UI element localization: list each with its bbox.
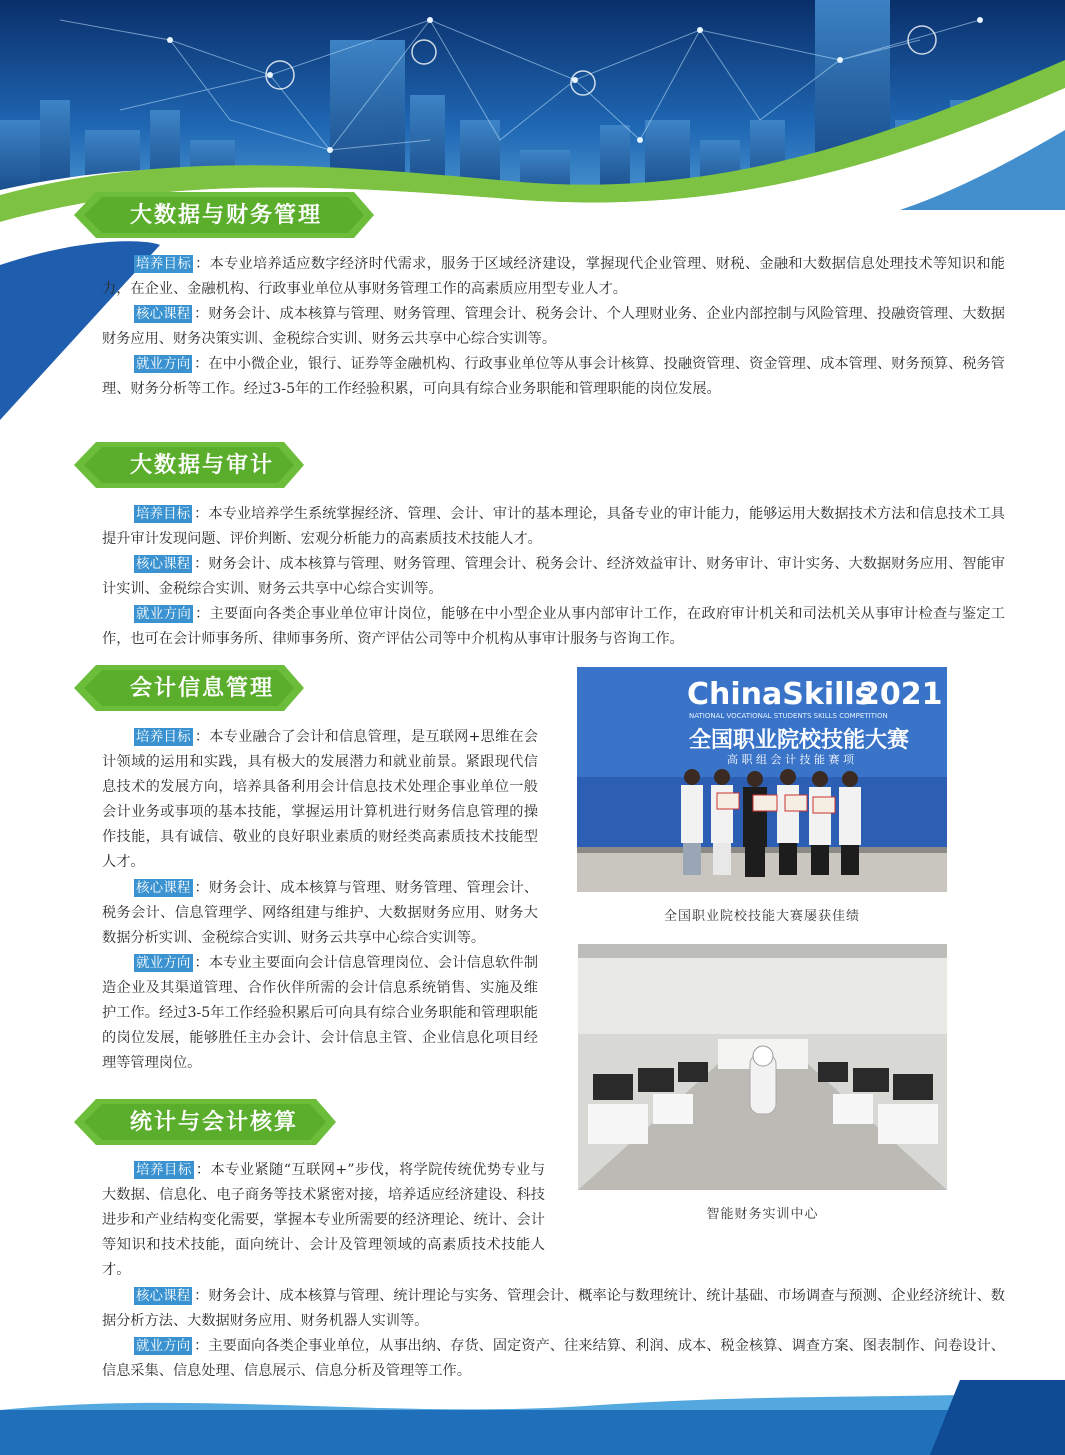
section-courses [102,1284,1005,1334]
section-jobs [102,602,1005,652]
section-jobs [102,951,538,1076]
goal-text: ：本专业紧随“互联网+”步伐，将学院传统优势专业与大数据、信息化、电子商务等技术紧密对接，培养适应经济建设、科技进步和产业结构变化需要，掌握本专业所需要的经济理论、统计、会计等知识和技术技能，面向统计、会计及管理领域的高素质技术技能人才。 [102,1162,546,1278]
section-jobs [102,1334,1005,1384]
goal-text: ：本专业培养学生系统掌握经济、管理、会计、审计的基本理论，具备专业的审计能力，能够运用大数据技术方法和信息技术工具提升审计发现问题、评价判断、宏观分析能力的高素质技术技能人才。 [102,506,1005,547]
job-text: ：在中小微企业，银行、证券等金融机构、行政事业单位等从事会计核算、投融资管理、资金管理、成本管理、财务预算、税务管理、财务分析等工作。经过3-5年的工作经验积累，可向具有综合业务职能和管理职能的岗位发展。 [102,356,1005,397]
goal-text: ：本专业融合了会计和信息管理，是互联网+思维在会计领域的运用和实践，具有极大的发展潜力和就业前景。紧跟现代信息技术的发展方向，培养具备利用会计信息技术处理企事业单位一般会计业务或事项的基本技能，掌握运用计算机进行财务信息管理的操作技能，具有诚信、敬业的良好职业素质的财经类高素质技术技能型人才。 [102,729,538,870]
section-courses [102,302,1005,352]
training-center-photo-image [578,944,947,1190]
section-goal [102,502,1005,552]
course-label-tag: 核心课程 [136,306,191,322]
job-text: ：主要面向各类企事业单位，从事出纳、存货、固定资产、往来结算、利润、成本、税金核算、调查方案、图表制作、问卷设计、信息采集、信息处理、信息展示、信息分析及管理等工作。 [102,1338,1005,1379]
photo-group-cn: 高 职 组 会 计 技 能 赛 项 [727,753,854,766]
goal-text: ：本专业培养适应数字经济时代需求，服务于区域经济建设，掌握现代企业管理、财税、金融和大数据信息处理技术等知识和能力，在企业、金融机构、行政事业单位从事财务管理工作的高素质应用型专业人才。 [102,256,1005,297]
job-label-tag: 就业方向 [136,955,191,971]
goal-label-tag: 培养目标 [136,506,191,522]
job-text: ：主要面向各类企事业单位审计岗位，能够在中小型企业从事内部审计工作，在政府审计机关和司法机关从事审计检查与鉴定工作，也可在会计师事务所、律师事务所、资产评估公司等中介机构从事审计服务与咨询工作。 [102,606,1005,647]
section-heading-statistics [74,1099,336,1145]
competition-photo-caption: 全国职业院校技能大赛屡获佳绩 [663,909,860,924]
course-label-tag: 核心课程 [136,556,191,572]
section-courses [102,876,538,951]
section-title: 会计信息管理 [130,676,275,701]
section-jobs [102,352,1005,402]
photo-brand-text: ChinaSkills [687,677,873,712]
section-heading-accounting-info [74,665,304,711]
goal-label-tag: 培养目标 [136,729,191,745]
training-center-photo [578,944,947,1190]
section-heading-big-data-audit [74,442,304,488]
section-heading-big-data-finance [74,192,374,238]
goal-label-tag: 培养目标 [136,1162,192,1178]
course-label-tag: 核心课程 [136,1288,191,1304]
section-goal [102,1158,545,1283]
section-courses [102,552,1005,602]
photo-year-text: 2021 [859,677,943,712]
training-center-photo-caption: 智能财务实训中心 [706,1207,819,1222]
section-title: 大数据与财务管理 [130,203,323,228]
section-goal [102,252,1005,302]
section-goal [102,725,538,875]
job-label-tag: 就业方向 [136,606,192,622]
job-label-tag: 就业方向 [136,356,191,372]
course-text: ：财务会计、成本核算与管理、财务管理、管理会计、税务会计、信息管理学、网络组建与维护、大数据财务应用、财务大数据分析实训、金税综合实训、财务云共享中心综合实训等。 [102,880,539,946]
photo-title-cn: 全国职业院校技能大赛 [689,728,910,753]
course-text: ：财务会计、成本核算与管理、财务管理、管理会计、税务会计、经济效益审计、财务审计、审计实务、大数据财务应用、智能审计实训、金税综合实训、财务云共享中心综合实训等。 [102,556,1005,597]
bottom-decoration [0,1380,1065,1455]
job-label-tag: 就业方向 [136,1338,191,1354]
job-text: ：本专业主要面向会计信息管理岗位、会计信息软件制造企业及其渠道管理、合作伙伴所需的会计信息系统销售、实施及维护工作。经过3-5年工作经验积累后可向具有综合业务职能和管理职能的岗位发展，能够胜任主办会计、会计信息主管、企业信息化项目经理等管理岗位。 [102,955,539,1071]
competition-photo [577,667,947,892]
course-text: ：财务会计、成本核算与管理、财务管理、管理会计、税务会计、个人理财业务、企业内部控制与风险管理、投融资管理、大数据财务应用、财务决策实训、金税综合实训、财务云共享中心综合实训等。 [102,306,1005,347]
course-label-tag: 核心课程 [136,880,191,896]
section-title: 统计与会计核算 [130,1110,299,1135]
course-text: ：财务会计、成本核算与管理、统计理论与实务、管理会计、概率论与数理统计、统计基础、市场调查与预测、企业经济统计、数据分析方法、大数据财务应用、财务机器人实训等。 [102,1288,1005,1329]
photo-subtitle-en: NATIONAL VOCATIONAL STUDENTS SKILLS COMPETITION [689,712,888,720]
goal-label-tag: 培养目标 [136,256,192,272]
section-title: 大数据与审计 [130,453,275,478]
